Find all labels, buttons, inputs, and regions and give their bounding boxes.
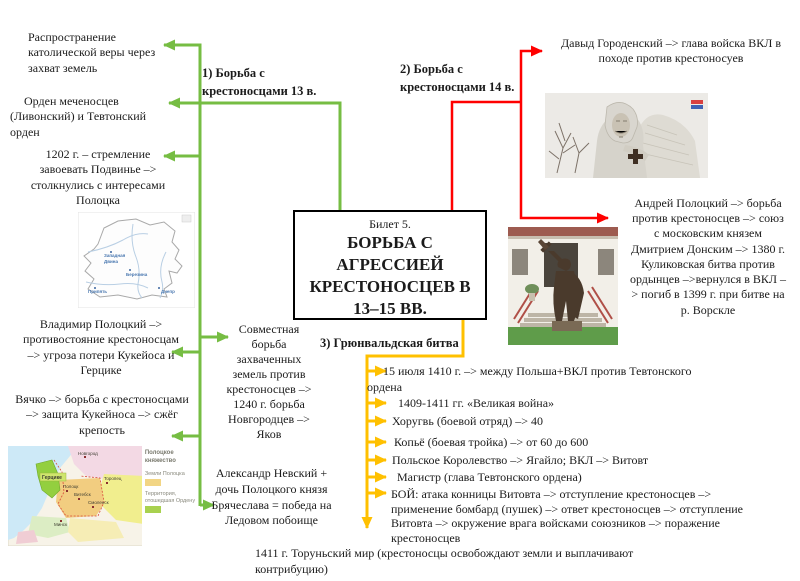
node-orders: Орден меченосцев (Ливонский) и Тевтонский орден [10,94,147,139]
city-label-toropec: Торопец [104,476,122,481]
polotsk-map-legend [142,446,196,546]
grunwald-item-battle: БОЙ: атака конницы Витовта –> отступление крестоносцев –> применение бомбард (пушек) –> ответ крестоносцев –> отступление Витовта –> окружение врага войсками союзников –> поражение крестоносцев [391,487,744,545]
polotsk-map-art [8,446,142,546]
grunwald-conclusion: 1411 г. Торуньский мир (крестоносцы освобождают земли и выплачивают контрибуцию) [255,546,634,576]
grunwald-item-war: 1409-1411 гг. «Великая война» [398,396,555,410]
legend-swatch-tan [145,479,161,486]
legend-swatch-green [145,506,161,513]
node-spread-catholicism: Распространение католической веры через захват земель [28,30,156,75]
warrior-statue-photo-art [508,227,618,345]
legend-item-label: Земли Полоцка [144,470,185,477]
polotsk-principality-map [8,446,196,546]
legend-title: Полоцкое княжество [144,450,176,464]
davyd-monument-photo [545,93,708,183]
river-label-dnepr: Днепр [161,289,175,294]
legend-item-label: Территория, отошедшая Ордену [144,491,196,504]
node-davyd-gorodensky: Давыд Городенский –> глава войска ВКЛ в походе против крестоносуев [560,36,782,66]
city-label-gercike: Герцике [42,475,62,481]
warrior-statue-photo [508,227,618,350]
node-1202: 1202 г. – стремление завоевать Подвинье –> столкнулись с интересами Полоцка [30,147,166,208]
node-andrey-polotsky: Андрей Полоцкий –> борьба против крестоносцев –> союз с московским князем Дмитрием Донским –> 1380 г. Куликовская битва против ордынцев –>вернулся в ВКЛ –> погиб в 1399 г. при битве на р. Ворскле [629,196,787,317]
river-label-dvina-1: Западная [104,253,126,258]
grunwald-item-leaders: Польское Королевство –> Ягайло; ВКЛ –> Витовт [392,453,649,467]
grunwald-item-kopyo: Копьё (боевая тройка) –> от 60 до 600 [394,435,589,449]
city-label-vitebsk: Витебск [74,492,91,497]
node-vladimir-polotsky: Владимир Полоцкий –> противостояние крестоносцам –> угроза потери Кукейоса и Герцике [23,317,179,378]
topic-title: БОРЬБА С АГРЕССИЕЙ КРЕСТОНОСЦЕВ В 13–15 ВВ. [309,233,471,319]
branch13-label: 1) Борьба с крестоносцами 13 в. [202,66,317,99]
topic-pretitle: Билет 5. [369,217,411,231]
legend-item-polotsk-lands [145,471,196,487]
belarus-rivers-map [78,212,195,313]
central-topic-box [293,210,487,320]
grunwald-label: 3) Грюнвальдская битва [320,336,459,350]
city-label-smolensk: Смоленск [88,500,109,505]
belarus-rivers-map-art [78,212,195,308]
legend-item-order-territory [145,491,196,513]
branch14-label: 2) Борьба с крестоносцами 14 в. [400,62,515,95]
davyd-monument-photo-art [545,93,708,178]
city-label-minsk: Минск [54,522,67,527]
grunwald-item-date: 15 июля 1410 г. –> между Польша+ВКЛ против Тевтонского ордена [367,364,692,394]
city-label-polotsk: Полоцк [63,484,79,489]
river-label-berezina: Березина [126,272,148,277]
node-joint-struggle: Совместная борьба захваченных земель против крестоносцев –> 1240 г. борьба Новгородцев –> Яков [226,322,312,441]
node-nevsky: Александр Невский + дочь Полоцкого князя Брячеслава = победа на Ледовом побоище [211,466,332,528]
grunwald-item-horugv: Хоругвь (боевой отряд) –> 40 [392,414,544,428]
city-label-novgorod: Новгород [78,451,98,456]
node-vyachko: Вячко –> борьба с крестоносцами –> защита Кукейноса –> сжёг крепость [15,392,189,437]
grunwald-item-magistr: Магистр (глава Тевтонского ордена) [397,470,582,484]
river-label-pripyat: Припять [88,289,108,294]
river-label-dvina-2: Двина [104,259,118,264]
